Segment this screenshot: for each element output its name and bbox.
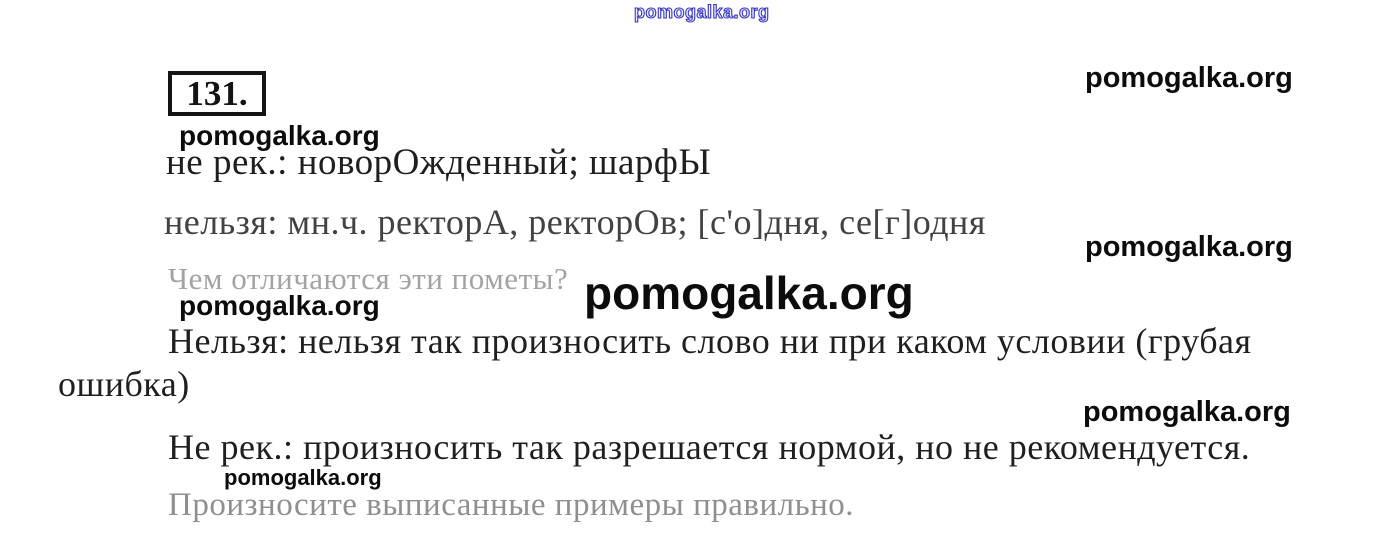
watermark-top-right: pomogalka.org <box>1085 62 1293 94</box>
line-question: Чем отличаются эти пометы? <box>168 261 569 296</box>
line-not-recommended-examples: не рек.: новорОжденный; шарфЫ <box>166 142 712 183</box>
watermark-top-blue: pomogalka.org <box>634 2 770 22</box>
watermark-under-box: pomogalka.org <box>179 120 380 151</box>
line-answer-forbidden-part1: Нельзя: нельзя так произносить слово ни при каком условии (грубая <box>168 321 1252 361</box>
line-answer-not-recommended: Не рек.: произносить так разрешается нормой, но не рекомендуется. <box>168 427 1251 467</box>
watermark-mid-right: pomogalka.org <box>1085 231 1293 263</box>
line-answer-forbidden-part2: ошибка) <box>58 364 190 404</box>
exercise-number: 131. <box>186 74 248 113</box>
watermark-big-center: pomogalka.org <box>584 267 914 319</box>
watermark-left-middle: pomogalka.org <box>179 290 380 321</box>
exercise-number-box <box>168 71 266 116</box>
watermark-low-right: pomogalka.org <box>1083 396 1291 428</box>
line-instruction: Произносите выписанные примеры правильно. <box>168 487 855 523</box>
line-forbidden-examples: нельзя: мн.ч. ректорА, ректорОв; [с'о]дня, се[г]одня <box>164 202 986 242</box>
watermark-bottom-left: pomogalka.org <box>224 465 382 490</box>
